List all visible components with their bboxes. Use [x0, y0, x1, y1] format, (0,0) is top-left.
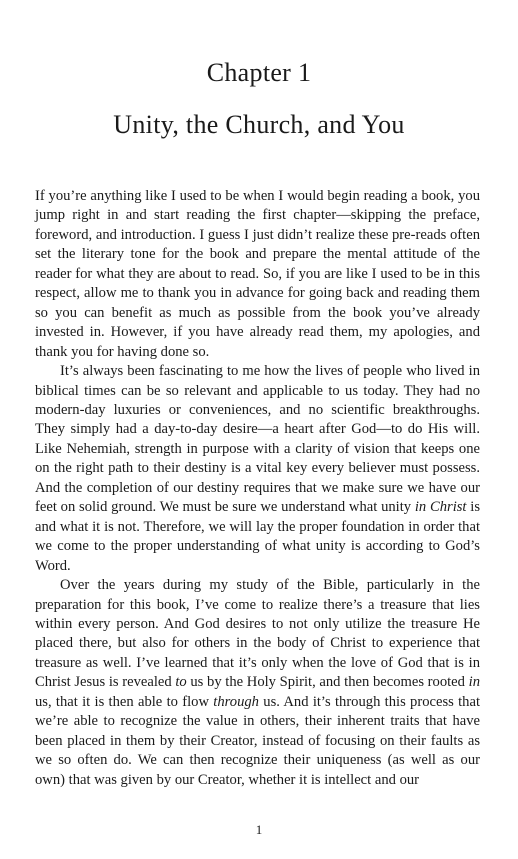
- page-number: 1: [255, 822, 263, 837]
- paragraph-3-emphasis-to: to: [175, 674, 187, 691]
- paragraph-3-part-4: us. And it’s through this process that we’re able to recognize the value in others, their inherent traits that have been placed in them by their Creator, instead of focusing on their faults as we so often do. We can then recognize their uniqueness (as well as our own) that was given by our Creator, whether it is intellect and our: [35, 693, 480, 788]
- chapter-body: [35, 187, 480, 790]
- paragraph-3: [35, 576, 480, 790]
- paragraph-3-part-3: us, that it is then able to flow: [35, 693, 214, 710]
- chapter-title-heading: Unity, the Church, and You: [113, 110, 405, 139]
- paragraph-3-part-2: us by the Holy Spirit, and then becomes rooted: [186, 674, 469, 691]
- paragraph-3-emphasis-in: in: [468, 674, 480, 691]
- paragraph-2: [35, 362, 480, 576]
- paragraph-1: If you’re anything like I used to be when I would begin reading a book, you jump right in and start reading the first chapter—skipping the preface, foreword, and introduction. I guess I just didn’t realize these pre-reads often set the literary tone for the book and prepare the mental attitude of the reader for what they are about to read. So, if you are like I used to be in this respect, allow me to thank you in advance for going back and reading them so you can benefit as much as possible from the book you’ve already invested in. However, if you have already read them, my apologies, and thank you for having done so.: [35, 188, 480, 360]
- paragraph-2-part-1: It’s always been fascinating to me how the lives of people who lived in biblical times can be so relevant and applicable to us today. They had no modern-day luxuries or conveniences, and no scientific breakthroughs. They simply had a day-to-day desire—a heart after God—to do His will. Like Nehemiah, strength in purpose with a clarity of vision that keeps one on the right path to their destiny is a vital key every believer must possess. And the completion of our destiny requires that we make sure we have our feet on solid ground. We must be sure we understand what unity: [35, 363, 480, 516]
- chapter-number-heading: Chapter 1: [206, 58, 312, 87]
- paragraph-3-part-1: Over the years during my study of the Bible, particularly in the preparation for this book, I’ve come to realize there’s a treasure that lies within every person. And God desires to not only utilize the treasure He placed there, but also for others in the body of Christ to experience that treasure as well. I’ve learned that it’s only when the love of God that is in Christ Jesus is revealed: [35, 577, 480, 691]
- paragraph-3-emphasis-through: through: [213, 693, 259, 710]
- paragraph-2-emphasis: in Christ: [414, 499, 467, 516]
- paragraph-2-part-2: is and what it is not. Therefore, we will lay the proper foundation in order that we come to the proper understanding of what unity is according to God’s Word.: [35, 499, 481, 574]
